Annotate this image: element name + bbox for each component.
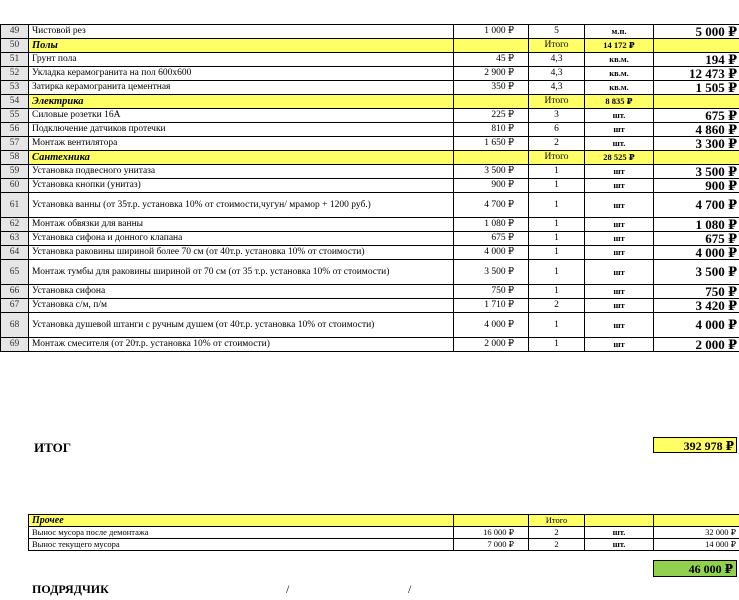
table-row (1, 137, 739, 151)
item-qty: 1 (529, 313, 585, 338)
item-name: Установка подвесного унитаза (29, 165, 454, 179)
item-price: 810 ₽ (454, 123, 529, 137)
item-unit: шт (585, 285, 654, 299)
section-title: Полы (29, 39, 454, 53)
row-number: 63 (1, 232, 29, 246)
item-unit: шт (585, 165, 654, 179)
item-name: Вынос мусора после демонтажа (29, 527, 454, 539)
item-name: Затирка керамогранита цементная (29, 81, 454, 95)
signature-slash: / (408, 582, 412, 596)
item-unit: шт (585, 218, 654, 232)
table-row (1, 232, 739, 246)
table-row (1, 81, 739, 95)
table-row (29, 527, 739, 539)
empty-cell (654, 39, 739, 53)
row-number: 55 (1, 109, 29, 123)
table-row (1, 246, 739, 260)
table-row (1, 25, 739, 39)
grand-total-label: ИТОГ (34, 440, 71, 455)
section-total: 14 172 ₽ (585, 39, 654, 53)
item-qty: 4,3 (529, 67, 585, 81)
table-row (1, 165, 739, 179)
item-name: Монтаж смесителя (от 20т.р. установка 10% от стоимости) (29, 338, 454, 352)
item-unit: шт (585, 338, 654, 352)
row-number: 65 (1, 260, 29, 285)
item-unit: шт (585, 123, 654, 137)
row-number: 67 (1, 299, 29, 313)
item-unit: кв.м. (585, 81, 654, 95)
item-total: 900 ₽ (654, 179, 739, 193)
item-unit: кв.м. (585, 53, 654, 67)
row-number: 56 (1, 123, 29, 137)
row-number: 66 (1, 285, 29, 299)
signature-slash: / (286, 582, 290, 596)
table-row (1, 109, 739, 123)
item-price: 350 ₽ (454, 81, 529, 95)
table-row (29, 539, 739, 551)
row-number: 68 (1, 313, 29, 338)
section-row (1, 95, 739, 109)
item-total: 750 ₽ (654, 285, 739, 299)
item-name: Грунт пола (29, 53, 454, 67)
item-unit: шт (585, 260, 654, 285)
item-total: 12 473 ₽ (654, 67, 739, 81)
other-section-row (29, 515, 739, 527)
grand-total-value: 392 978 ₽ (653, 437, 737, 453)
row-number: 50 (1, 39, 29, 53)
item-name: Монтаж тумбы для раковины шириной от 70 см (от 35 т.р. установка 10% от стоимости) (29, 260, 454, 285)
table-row (1, 285, 739, 299)
item-name: Укладка керамогранита на пол 600х600 (29, 67, 454, 81)
item-price: 750 ₽ (454, 285, 529, 299)
row-number: 49 (1, 25, 29, 39)
row-number: 62 (1, 218, 29, 232)
item-price: 1 000 ₽ (454, 25, 529, 39)
item-price: 3 500 ₽ (454, 165, 529, 179)
item-name: Установка раковины шириной более 70 см (от 40т.р. установка 10% от стоимости) (29, 246, 454, 260)
item-qty: 2 (529, 539, 585, 551)
empty-cell (454, 151, 529, 165)
empty-cell (654, 151, 739, 165)
item-total: 14 000 ₽ (654, 539, 739, 551)
section-itogo: Итого (529, 151, 585, 165)
other-title: Прочее (29, 515, 454, 527)
item-price: 2 900 ₽ (454, 67, 529, 81)
item-name: Установка кнопки (унитаз) (29, 179, 454, 193)
item-qty: 2 (529, 527, 585, 539)
row-number: 58 (1, 151, 29, 165)
item-qty: 5 (529, 25, 585, 39)
item-unit: шт (585, 246, 654, 260)
item-total: 2 000 ₽ (654, 338, 739, 352)
row-number: 61 (1, 193, 29, 218)
item-name: Подключение датчиков протечки (29, 123, 454, 137)
item-name: Установка сифона и донного клапана (29, 232, 454, 246)
row-number: 59 (1, 165, 29, 179)
item-qty: 4,3 (529, 81, 585, 95)
item-price: 1 650 ₽ (454, 137, 529, 151)
item-qty: 1 (529, 260, 585, 285)
table-row (1, 123, 739, 137)
item-total: 3 420 ₽ (654, 299, 739, 313)
item-total: 4 000 ₽ (654, 246, 739, 260)
item-price: 2 000 ₽ (454, 338, 529, 352)
item-price: 7 000 ₽ (454, 539, 529, 551)
other-table (28, 514, 739, 551)
item-total: 4 700 ₽ (654, 193, 739, 218)
item-price: 675 ₽ (454, 232, 529, 246)
item-unit: шт. (585, 539, 654, 551)
table-row (1, 193, 739, 218)
table-row (1, 260, 739, 285)
item-qty: 1 (529, 232, 585, 246)
item-name: Установка сифона (29, 285, 454, 299)
item-price: 4 000 ₽ (454, 313, 529, 338)
item-price: 4 700 ₽ (454, 193, 529, 218)
item-name: Установка с/м, п/м (29, 299, 454, 313)
table-row (1, 313, 739, 338)
estimate-table (0, 24, 739, 352)
item-total: 3 500 ₽ (654, 260, 739, 285)
item-total: 675 ₽ (654, 232, 739, 246)
section-itogo: Итого (529, 95, 585, 109)
item-total: 1 505 ₽ (654, 81, 739, 95)
item-total: 4 000 ₽ (654, 313, 739, 338)
item-unit: шт (585, 193, 654, 218)
row-number: 60 (1, 179, 29, 193)
section-title: Электрика (29, 95, 454, 109)
item-price: 4 000 ₽ (454, 246, 529, 260)
item-price: 225 ₽ (454, 109, 529, 123)
item-unit: шт (585, 313, 654, 338)
table-row (1, 67, 739, 81)
row-number: 57 (1, 137, 29, 151)
item-name: Монтаж обвязки для ванны (29, 218, 454, 232)
item-total: 675 ₽ (654, 109, 739, 123)
row-number: 64 (1, 246, 29, 260)
item-qty: 6 (529, 123, 585, 137)
item-unit: шт. (585, 109, 654, 123)
item-qty: 1 (529, 165, 585, 179)
item-total: 5 000 ₽ (654, 25, 739, 39)
item-qty: 1 (529, 246, 585, 260)
empty-cell (454, 39, 529, 53)
table-row (1, 218, 739, 232)
section-row (1, 151, 739, 165)
table-row (1, 53, 739, 67)
item-qty: 1 (529, 285, 585, 299)
item-unit: шт. (585, 527, 654, 539)
item-total: 4 860 ₽ (654, 123, 739, 137)
item-price: 900 ₽ (454, 179, 529, 193)
item-qty: 3 (529, 109, 585, 123)
row-number: 69 (1, 338, 29, 352)
item-price: 1 080 ₽ (454, 218, 529, 232)
item-qty: 1 (529, 218, 585, 232)
section-row (1, 39, 739, 53)
table-row (1, 179, 739, 193)
empty-cell (654, 95, 739, 109)
item-total: 3 300 ₽ (654, 137, 739, 151)
other-total-value: 46 000 ₽ (653, 560, 737, 577)
item-total: 194 ₽ (654, 53, 739, 67)
item-total: 3 500 ₽ (654, 165, 739, 179)
table-row (1, 338, 739, 352)
item-unit: шт. (585, 137, 654, 151)
section-title: Сантехника (29, 151, 454, 165)
section-itogo: Итого (529, 39, 585, 53)
row-number: 54 (1, 95, 29, 109)
row-number: 53 (1, 81, 29, 95)
contractor-label: ПОДРЯДЧИК (32, 582, 109, 596)
section-total: 28 525 ₽ (585, 151, 654, 165)
row-number: 51 (1, 53, 29, 67)
item-unit: шт (585, 179, 654, 193)
item-qty: 2 (529, 299, 585, 313)
row-number: 52 (1, 67, 29, 81)
item-price: 1 710 ₽ (454, 299, 529, 313)
item-name: Вынос текущего мусора (29, 539, 454, 551)
item-price: 45 ₽ (454, 53, 529, 67)
empty-cell (454, 95, 529, 109)
item-name: Силовые розетки 16А (29, 109, 454, 123)
item-name: Чистовой рез (29, 25, 454, 39)
item-name: Установка ванны (от 35т.р. установка 10% от стоимости,чугун/ мрамор + 1200 руб.) (29, 193, 454, 218)
item-unit: м.п. (585, 25, 654, 39)
table-row (1, 299, 739, 313)
other-itogo: Итого (529, 515, 585, 527)
item-name: Монтаж вентилятора (29, 137, 454, 151)
item-price: 16 000 ₽ (454, 527, 529, 539)
section-total: 8 835 ₽ (585, 95, 654, 109)
item-qty: 1 (529, 193, 585, 218)
item-qty: 1 (529, 179, 585, 193)
item-price: 3 500 ₽ (454, 260, 529, 285)
item-qty: 1 (529, 338, 585, 352)
item-total: 1 080 ₽ (654, 218, 739, 232)
item-unit: кв.м. (585, 67, 654, 81)
item-qty: 2 (529, 137, 585, 151)
item-name: Установка душевой штанги с ручным душем (от 40т.р. установка 10% от стоимости) (29, 313, 454, 338)
item-qty: 4,3 (529, 53, 585, 67)
item-unit: шт (585, 299, 654, 313)
item-total: 32 000 ₽ (654, 527, 739, 539)
item-unit: шт (585, 232, 654, 246)
